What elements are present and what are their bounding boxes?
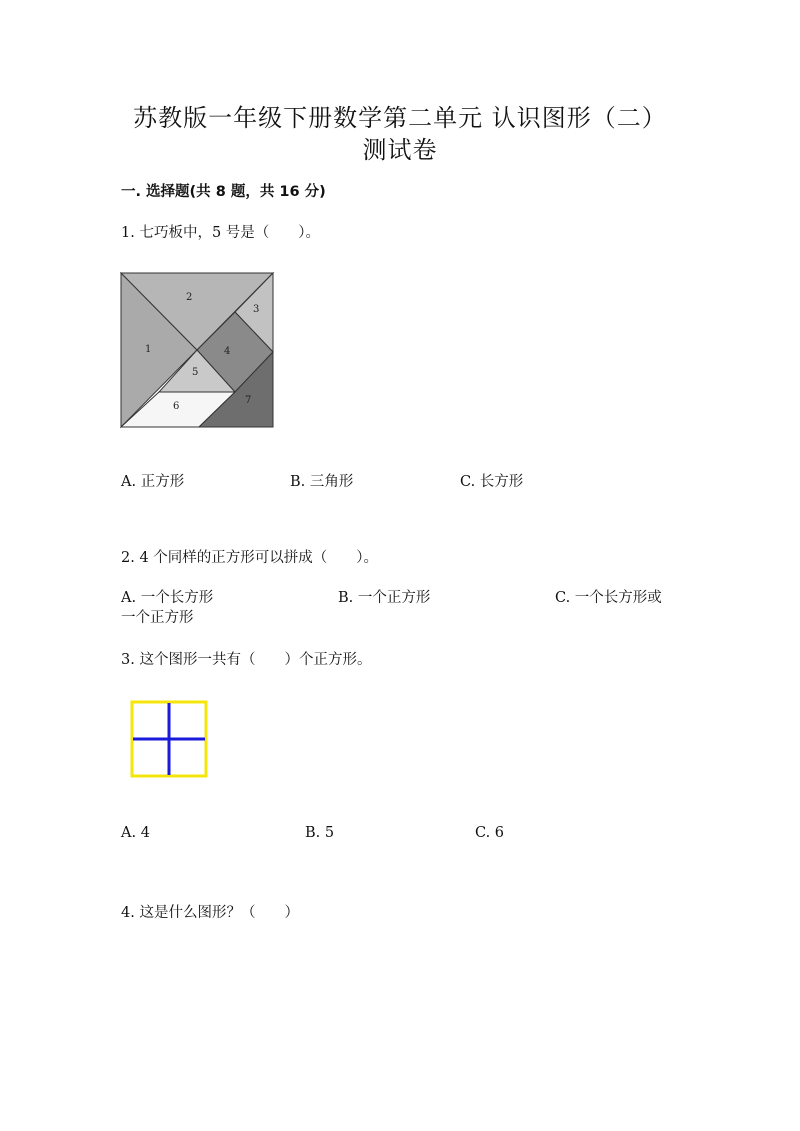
section-heading: 一. 选择题(共 8 题，共 16 分)	[121, 184, 326, 200]
tangram-label-5: 5	[192, 367, 199, 378]
tangram-label-3: 3	[253, 304, 260, 315]
tangram-label-6: 6	[173, 401, 180, 412]
square-grid-figure	[130, 700, 208, 778]
q2-option-b[interactable]: B. 一个正方形	[338, 590, 431, 606]
question-2-text: 2. 4 个同样的正方形可以拼成（ ）。	[121, 550, 379, 566]
q2-option-c[interactable]: C. 一个长方形或	[555, 590, 662, 606]
tangram-figure	[119, 270, 277, 430]
q1-option-c[interactable]: C. 长方形	[460, 474, 524, 490]
q3-option-c[interactable]: C. 6	[475, 825, 505, 841]
tangram-label-2: 2	[186, 292, 193, 303]
q1-option-a[interactable]: A. 正方形	[121, 474, 185, 490]
q1-option-b[interactable]: B. 三角形	[290, 474, 354, 490]
q2-option-a[interactable]: A. 一个长方形	[121, 590, 214, 606]
question-4-text: 4. 这是什么图形？（ ）	[121, 905, 299, 921]
page-title-line2: 测试卷	[362, 136, 438, 164]
tangram-label-1: 1	[145, 344, 152, 355]
tangram-label-7: 7	[245, 395, 252, 406]
page-title-line1: 苏教版一年级下册数学第二单元 认识图形（二）	[133, 104, 667, 132]
q3-option-b[interactable]: B. 5	[305, 825, 335, 841]
question-1-text: 1. 七巧板中，5 号是（ ）。	[121, 225, 321, 241]
tangram-label-4: 4	[224, 346, 231, 357]
question-3-text: 3. 这个图形一共有（ ）个正方形。	[121, 652, 372, 668]
q3-option-a[interactable]: A. 4	[121, 825, 150, 841]
q2-option-c-continued: 一个正方形	[121, 610, 194, 626]
